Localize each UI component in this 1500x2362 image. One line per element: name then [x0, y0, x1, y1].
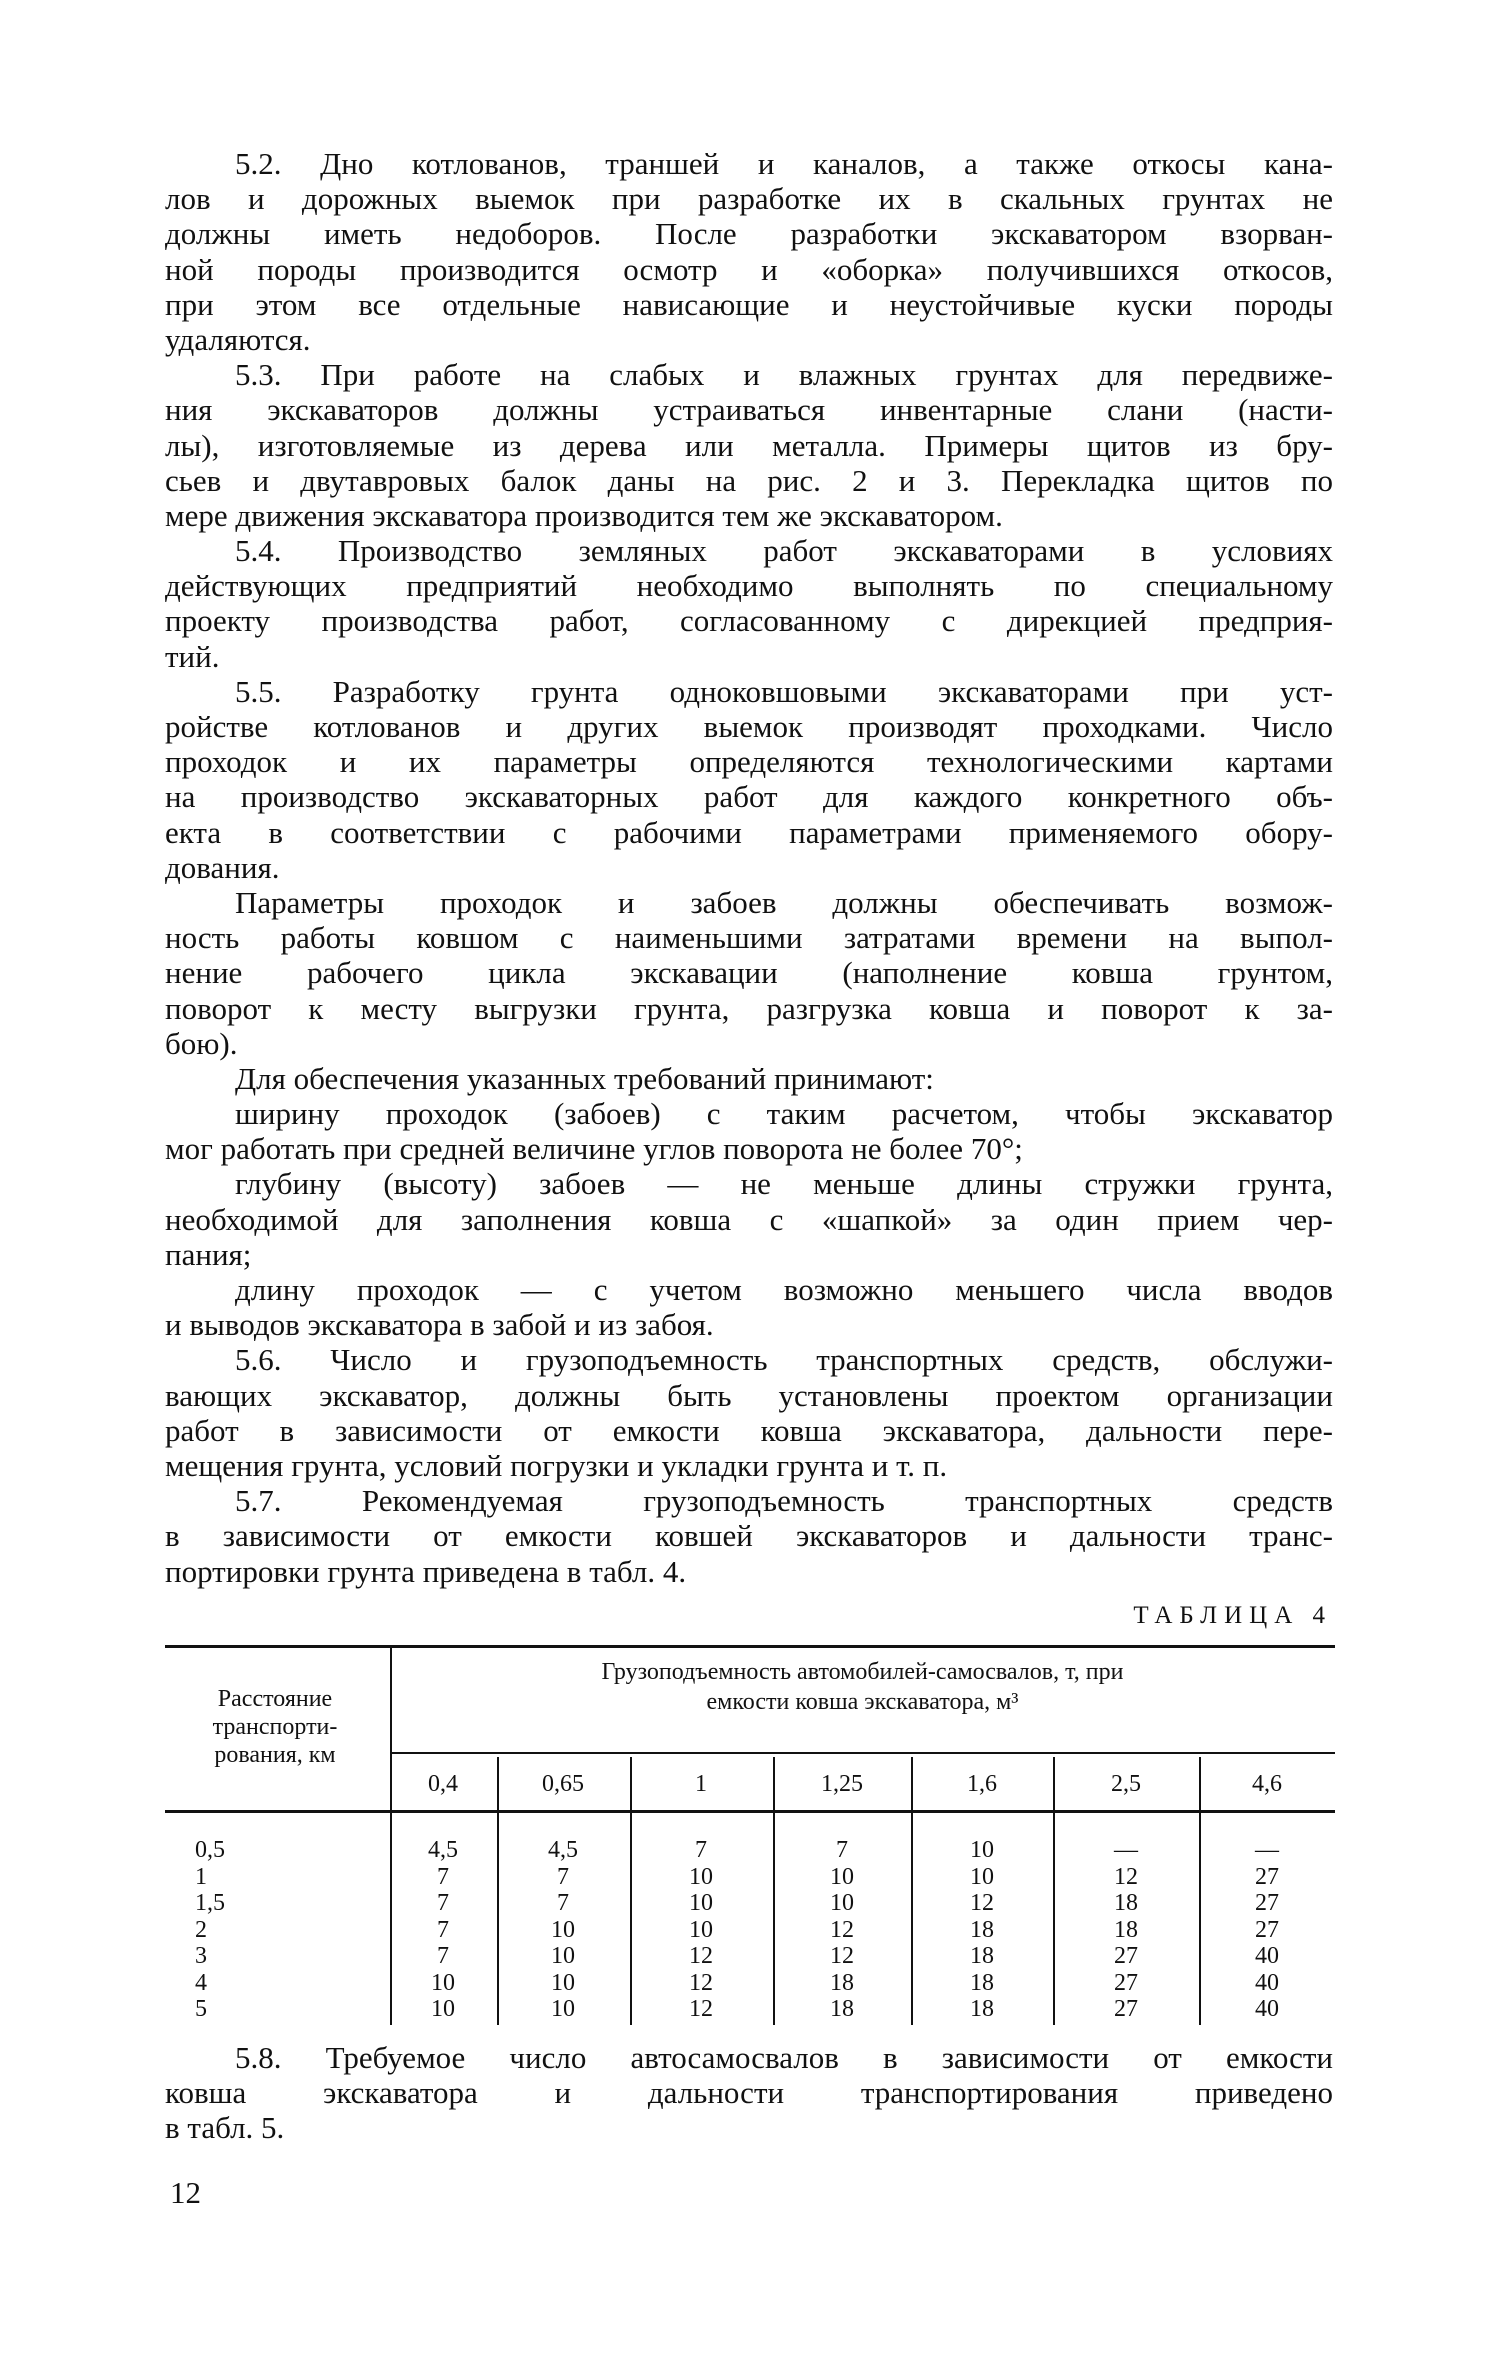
- table-cell: 0,5: [195, 1837, 225, 1863]
- body-text: [165, 146, 1333, 1589]
- text-line: проходок и их параметры определяются технологическими картами: [165, 744, 1333, 780]
- text-line: мере движения экскаватора производится тем же экскаватором.: [165, 497, 1003, 533]
- column-divider: [911, 1757, 913, 2025]
- column-divider: [773, 1757, 775, 2025]
- text-line: Параметры проходок и забоев должны обеспечивать возмож-: [235, 884, 1333, 920]
- row-header-line: Расстояние: [217, 1686, 333, 1712]
- text-line: 5.2. Дно котлованов, траншей и каналов, а также откосы кана-: [235, 146, 1333, 181]
- table-cell: 10: [551, 1916, 575, 1943]
- text-line: необходимой для заполнения ковша с «шапкой» за один прием чер-: [165, 1201, 1333, 1237]
- table-cell: 7: [437, 1943, 449, 1969]
- row-header: [165, 1685, 385, 1769]
- text-line: вающих экскаватор, должны быть установлены проектом организации: [165, 1377, 1333, 1413]
- table-cell: 10: [431, 1996, 455, 2022]
- text-line: 5.8. Требуемое число автосамосвалов в зависимости от емкости: [235, 2040, 1333, 2075]
- table-cell: 10: [689, 1863, 713, 1890]
- text-line: проекту производства работ, согласованному с дирекцией предприя-: [165, 603, 1333, 639]
- table-cell: 18: [970, 1943, 994, 1969]
- table-cell: 7: [695, 1837, 707, 1863]
- column-header: 1: [695, 1771, 707, 1797]
- column-header: 0,4: [428, 1771, 458, 1797]
- table-cell: 12: [689, 1943, 713, 1969]
- table-cell: 18: [970, 1996, 994, 2022]
- table-cell: 12: [1114, 1863, 1138, 1890]
- text-line: Для обеспечения указанных требований принимают:: [235, 1060, 934, 1096]
- text-line: при этом все отдельные нависающие и неустойчивые куски породы: [165, 286, 1333, 322]
- text-line: дования.: [165, 849, 280, 885]
- paragraph: [165, 1272, 1333, 1342]
- page-number: 12: [170, 2175, 201, 2210]
- table-cell: 18: [970, 1916, 994, 1943]
- text-line: ния экскаваторов должны устраиваться инвентарные слани (насти-: [165, 392, 1333, 428]
- table-cell: 7: [557, 1890, 569, 1916]
- column-header: 2,5: [1111, 1771, 1141, 1797]
- table-cell: 18: [1114, 1916, 1138, 1943]
- table-top-rule: [165, 1645, 1335, 1648]
- paragraph: [165, 533, 1333, 674]
- text-line: действующих предприятий необходимо выполнять по специальному: [165, 568, 1333, 604]
- paragraph: [165, 1061, 1333, 1096]
- table-cell: 27: [1114, 1943, 1138, 1969]
- text-line: лы), изготовляемые из дерева или металла. Примеры щитов из бру-: [165, 427, 1333, 463]
- text-line: в зависимости от емкости ковшей экскаваторов и дальности транс-: [165, 1518, 1333, 1554]
- text-line: бою).: [165, 1025, 238, 1061]
- paragraph: [165, 357, 1333, 533]
- text-line: екта в соответствии с рабочими параметрами применяемого обору-: [165, 814, 1333, 850]
- table-cell: —: [1114, 1837, 1138, 1863]
- row-header-line: транспорти-: [212, 1714, 338, 1740]
- table-cell: 40: [1255, 1943, 1279, 1969]
- table-cell: 27: [1114, 1969, 1138, 1996]
- table-cell: 4,5: [428, 1837, 458, 1863]
- text-line: работ в зависимости от емкости ковша экскаватора, дальности пере-: [165, 1412, 1333, 1448]
- paragraph: [165, 146, 1333, 357]
- row-header-line: рования, км: [214, 1742, 336, 1768]
- paragraph: [165, 885, 1333, 1061]
- table-cell: 7: [437, 1916, 449, 1943]
- text-line: в табл. 5.: [165, 2110, 285, 2146]
- paragraph-5-8: [165, 2040, 1333, 2146]
- text-line: 5.7. Рекомендуемая грузоподъемность транспортных средств: [235, 1483, 1333, 1519]
- group-header-line: емкости ковша экскаватора, м³: [706, 1689, 1019, 1715]
- text-line: поворот к месту выгрузки грунта, разгрузка ковша и поворот к за-: [165, 990, 1333, 1026]
- text-line: ность работы ковшом с наименьшими затратами времени на выпол-: [165, 920, 1333, 956]
- table-cell: 27: [1114, 1996, 1138, 2022]
- table-cell: 10: [551, 1943, 575, 1969]
- paragraph: [165, 674, 1333, 885]
- table-cell: 18: [970, 1969, 994, 1996]
- column-divider: [1053, 1757, 1055, 2025]
- column-header: 1,25: [821, 1771, 863, 1797]
- table-cell: 12: [689, 1996, 713, 2022]
- table-cell: 27: [1255, 1890, 1279, 1916]
- group-header-line: Грузоподъемность автомобилей-самосвалов, т, при: [601, 1659, 1124, 1685]
- table-cell: 18: [830, 1996, 854, 2022]
- table-cell: 7: [836, 1837, 848, 1863]
- table-cell: 4,5: [548, 1837, 578, 1863]
- text-line: мещения грунта, условий погрузки и укладки грунта и т. п.: [165, 1447, 948, 1483]
- table-cell: 3: [195, 1943, 207, 1969]
- text-line: 5.4. Производство земляных работ экскаваторами в условиях: [235, 533, 1333, 569]
- table-cell: —: [1255, 1837, 1279, 1863]
- table-cell: 7: [437, 1863, 449, 1890]
- text-line: ной породы производится осмотр и «оборка» получившихся откосов,: [165, 251, 1333, 287]
- group-header-rule: [390, 1752, 1335, 1754]
- table-cell: 5: [195, 1996, 207, 2022]
- table-cell: 4: [195, 1969, 207, 1996]
- text-line: 5.5. Разработку грунта одноковшовыми экскаваторами при уст-: [235, 673, 1333, 709]
- table-cell: 12: [830, 1943, 854, 1969]
- text-line: ковша экскаватора и дальности транспортирования приведено: [165, 2075, 1333, 2111]
- paragraph: [165, 1483, 1333, 1589]
- table-cell: 18: [830, 1969, 854, 1996]
- text-line: пания;: [165, 1236, 252, 1272]
- table-cell: 18: [1114, 1890, 1138, 1916]
- text-line: ройстве котлованов и других выемок производят проходками. Число: [165, 709, 1333, 744]
- table-cell: 10: [689, 1916, 713, 1943]
- text-line: удаляются.: [165, 321, 311, 357]
- text-line: ширину проходок (забоев) с таким расчетом, чтобы экскаватор: [235, 1096, 1333, 1132]
- paragraph: [165, 1096, 1333, 1166]
- table-cell: 7: [557, 1863, 569, 1890]
- table-cell: 27: [1255, 1916, 1279, 1943]
- text-line: мог работать при средней величине углов поворота не более 70°;: [165, 1131, 1023, 1167]
- table-cell: 10: [551, 1996, 575, 2022]
- table-cell: 40: [1255, 1969, 1279, 1996]
- text-line: нение рабочего цикла экскавации (наполнение ковша грунтом,: [165, 955, 1333, 991]
- text-line: 5.6. Число и грузоподъемность транспортных средств, обслужи-: [235, 1342, 1333, 1378]
- table-cell: 2: [195, 1916, 207, 1943]
- column-divider: [630, 1757, 632, 2025]
- text-line: на производство экскаваторных работ для каждого конкретного объ-: [165, 779, 1333, 815]
- paragraph: [165, 1166, 1333, 1272]
- column-header: 1,6: [967, 1771, 997, 1797]
- paragraph: [165, 1342, 1333, 1483]
- table-4: [165, 1645, 1335, 2027]
- table-cell: 40: [1255, 1996, 1279, 2022]
- table-cell: 10: [830, 1890, 854, 1916]
- text-line: и выводов экскаватора в забой и из забоя.: [165, 1307, 714, 1343]
- table-cell: 10: [830, 1863, 854, 1890]
- table-cell: 10: [431, 1969, 455, 1996]
- table-cell: 12: [970, 1890, 994, 1916]
- table-cell: 1,5: [195, 1890, 225, 1916]
- text-line: должны иметь недоборов. После разработки экскаватором взорван-: [165, 216, 1333, 252]
- table-cell: 10: [689, 1890, 713, 1916]
- column-header: 4,6: [1252, 1771, 1282, 1797]
- table-cell: 10: [551, 1969, 575, 1996]
- header-bottom-rule: [165, 1810, 1335, 1813]
- table-cell: 1: [195, 1863, 207, 1890]
- column-header: 0,65: [542, 1771, 584, 1797]
- table-cell: 10: [970, 1837, 994, 1863]
- table-cell: 27: [1255, 1863, 1279, 1890]
- text-line: сьев и двутавровых балок даны на рис. 2 и 3. Перекладка щитов по: [165, 462, 1333, 498]
- table-cell: 10: [970, 1863, 994, 1890]
- text-line: глубину (высоту) забоев — не меньше длины стружки грунта,: [235, 1166, 1333, 1202]
- table-cell: 7: [437, 1890, 449, 1916]
- table-caption: ТАБЛИЦА 4: [1133, 1602, 1332, 1629]
- text-line: 5.3. При работе на слабых и влажных грунтах для передвиже-: [235, 357, 1333, 393]
- text-line: портировки грунта приведена в табл. 4.: [165, 1553, 687, 1589]
- table-cell: 12: [689, 1969, 713, 1996]
- table-cell: 12: [830, 1916, 854, 1943]
- column-divider: [1199, 1757, 1201, 2025]
- text-line: тий.: [165, 638, 220, 674]
- text-line: лов и дорожных выемок при разработке их в скальных грунтах не: [165, 181, 1333, 217]
- group-header: [390, 1657, 1335, 1717]
- text-line: длину проходок — с учетом возможно меньшего числа вводов: [235, 1272, 1333, 1307]
